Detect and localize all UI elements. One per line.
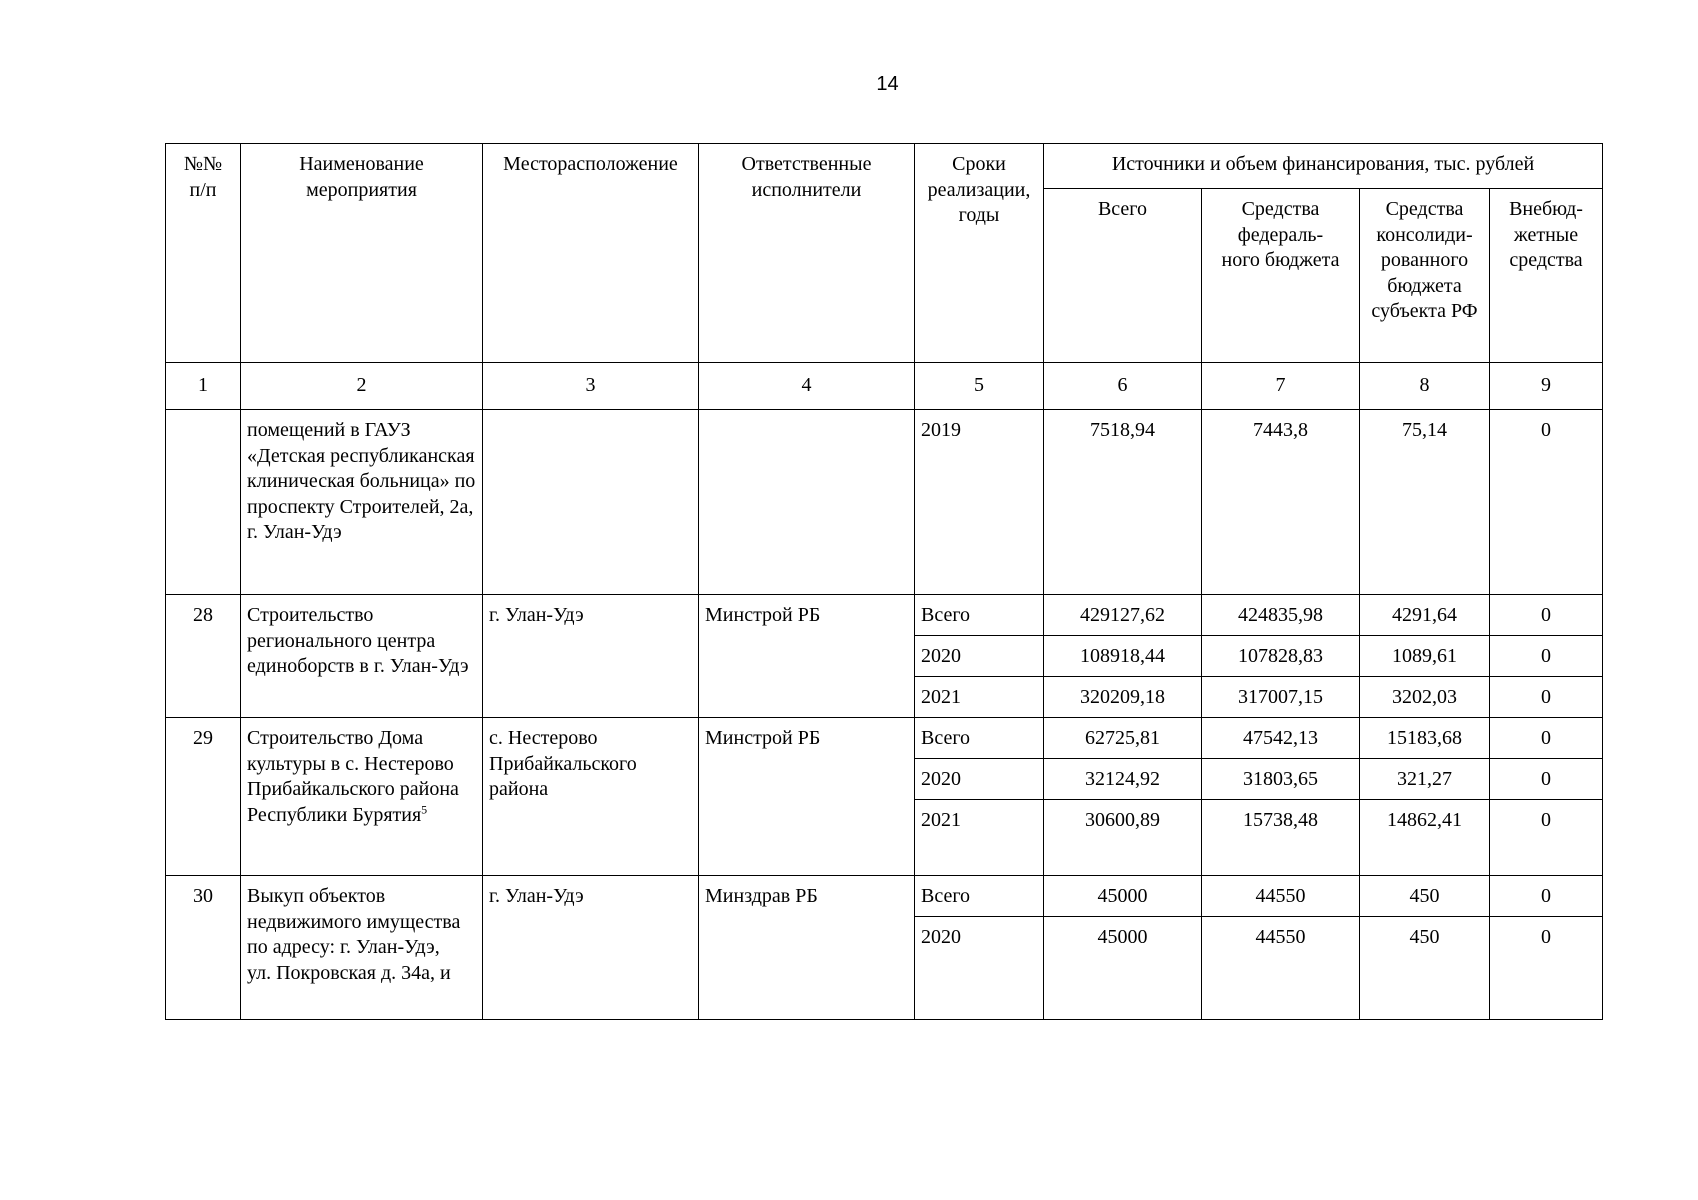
item-executor: Минстрой РБ bbox=[699, 595, 915, 718]
item-num: 28 bbox=[166, 595, 241, 718]
item-year: 2020 bbox=[915, 636, 1044, 677]
item-federal: 317007,15 bbox=[1202, 677, 1360, 718]
item-regional: 4291,64 bbox=[1360, 595, 1490, 636]
financing-table bbox=[165, 143, 1603, 1020]
item-executor: Минстрой РБ bbox=[699, 718, 915, 876]
item-year: Всего bbox=[915, 718, 1044, 759]
column-number: 9 bbox=[1490, 363, 1603, 410]
item-location: с. Нестерово Прибайкальского района bbox=[483, 718, 699, 876]
header-executors: Ответственные исполнители bbox=[699, 144, 915, 363]
item-year: Всего bbox=[915, 595, 1044, 636]
item-year: 2020 bbox=[915, 917, 1044, 1020]
item-location: г. Улан-Удэ bbox=[483, 876, 699, 1020]
item-total: 429127,62 bbox=[1044, 595, 1202, 636]
item-extra: 0 bbox=[1490, 718, 1603, 759]
item-year: Всего bbox=[915, 876, 1044, 917]
item-federal: 424835,98 bbox=[1202, 595, 1360, 636]
item-total: 108918,44 bbox=[1044, 636, 1202, 677]
item-num: 29 bbox=[166, 718, 241, 876]
column-number: 3 bbox=[483, 363, 699, 410]
column-number: 6 bbox=[1044, 363, 1202, 410]
item-executor: Минздрав РБ bbox=[699, 876, 915, 1020]
item-federal: 7443,8 bbox=[1202, 410, 1360, 595]
column-number: 5 bbox=[915, 363, 1044, 410]
item-regional: 3202,03 bbox=[1360, 677, 1490, 718]
item-federal: 107828,83 bbox=[1202, 636, 1360, 677]
item-regional: 75,14 bbox=[1360, 410, 1490, 595]
item-federal: 44550 bbox=[1202, 876, 1360, 917]
item-total: 30600,89 bbox=[1044, 800, 1202, 876]
column-number: 7 bbox=[1202, 363, 1360, 410]
header-period: Сроки реализации, годы bbox=[915, 144, 1044, 363]
header-regional: Средства консолиди- рованного бюджета субъекта РФ bbox=[1360, 189, 1490, 363]
header-extra: Внебюд- жетные средства bbox=[1490, 189, 1603, 363]
table-row bbox=[166, 876, 1603, 917]
item-regional: 321,27 bbox=[1360, 759, 1490, 800]
item-extra: 0 bbox=[1490, 410, 1603, 595]
item-name: Строительство Дома культуры в с. Нестерово Прибайкальского района Республики Бурятия bbox=[247, 727, 459, 826]
item-federal: 15738,48 bbox=[1202, 800, 1360, 876]
item-federal: 44550 bbox=[1202, 917, 1360, 1020]
item-total: 45000 bbox=[1044, 917, 1202, 1020]
footnote-mark: 5 bbox=[421, 801, 428, 816]
column-number: 2 bbox=[241, 363, 483, 410]
header-funding: Источники и объем финансирования, тыс. рублей bbox=[1044, 144, 1603, 189]
column-numbers-row bbox=[166, 363, 1603, 410]
item-year: 2019 bbox=[915, 410, 1044, 595]
item-extra: 0 bbox=[1490, 636, 1603, 677]
item-year: 2020 bbox=[915, 759, 1044, 800]
item-total: 32124,92 bbox=[1044, 759, 1202, 800]
header-location: Месторасположение bbox=[483, 144, 699, 363]
header-federal: Средства федераль- ного бюджета bbox=[1202, 189, 1360, 363]
item-extra: 0 bbox=[1490, 759, 1603, 800]
column-number: 1 bbox=[166, 363, 241, 410]
item-executor bbox=[699, 410, 915, 595]
item-federal: 47542,13 bbox=[1202, 718, 1360, 759]
table-row bbox=[166, 410, 1603, 595]
column-number: 4 bbox=[699, 363, 915, 410]
item-regional: 14862,41 bbox=[1360, 800, 1490, 876]
item-total: 7518,94 bbox=[1044, 410, 1202, 595]
item-federal: 31803,65 bbox=[1202, 759, 1360, 800]
item-regional: 450 bbox=[1360, 917, 1490, 1020]
item-extra: 0 bbox=[1490, 677, 1603, 718]
item-regional: 450 bbox=[1360, 876, 1490, 917]
item-extra: 0 bbox=[1490, 917, 1603, 1020]
header-num: №№ п/п bbox=[166, 144, 241, 363]
item-year: 2021 bbox=[915, 677, 1044, 718]
item-name: помещений в ГАУЗ «Детская республиканская клиническая больница» по проспекту Строителей, 2а, г. Улан-Удэ bbox=[241, 410, 483, 595]
item-extra: 0 bbox=[1490, 876, 1603, 917]
table-row bbox=[166, 718, 1603, 759]
item-num-cell bbox=[166, 410, 241, 595]
page-number: 14 bbox=[876, 73, 899, 95]
item-name-cell bbox=[241, 718, 483, 876]
item-location bbox=[483, 410, 699, 595]
item-total: 62725,81 bbox=[1044, 718, 1202, 759]
item-num: 30 bbox=[166, 876, 241, 1020]
item-extra: 0 bbox=[1490, 800, 1603, 876]
item-name: Выкуп объектов недвижимого имущества по адресу: г. Улан-Удэ, ул. Покровская д. 34а, и bbox=[241, 876, 483, 1020]
item-total: 320209,18 bbox=[1044, 677, 1202, 718]
table-row bbox=[166, 595, 1603, 636]
header-total: Всего bbox=[1044, 189, 1202, 363]
header-name: Наименование мероприятия bbox=[241, 144, 483, 363]
item-name: Строительство регионального центра единоборств в г. Улан-Удэ bbox=[241, 595, 483, 718]
item-regional: 1089,61 bbox=[1360, 636, 1490, 677]
item-total: 45000 bbox=[1044, 876, 1202, 917]
item-extra: 0 bbox=[1490, 595, 1603, 636]
item-year: 2021 bbox=[915, 800, 1044, 876]
item-location: г. Улан-Удэ bbox=[483, 595, 699, 718]
item-regional: 15183,68 bbox=[1360, 718, 1490, 759]
column-number: 8 bbox=[1360, 363, 1490, 410]
